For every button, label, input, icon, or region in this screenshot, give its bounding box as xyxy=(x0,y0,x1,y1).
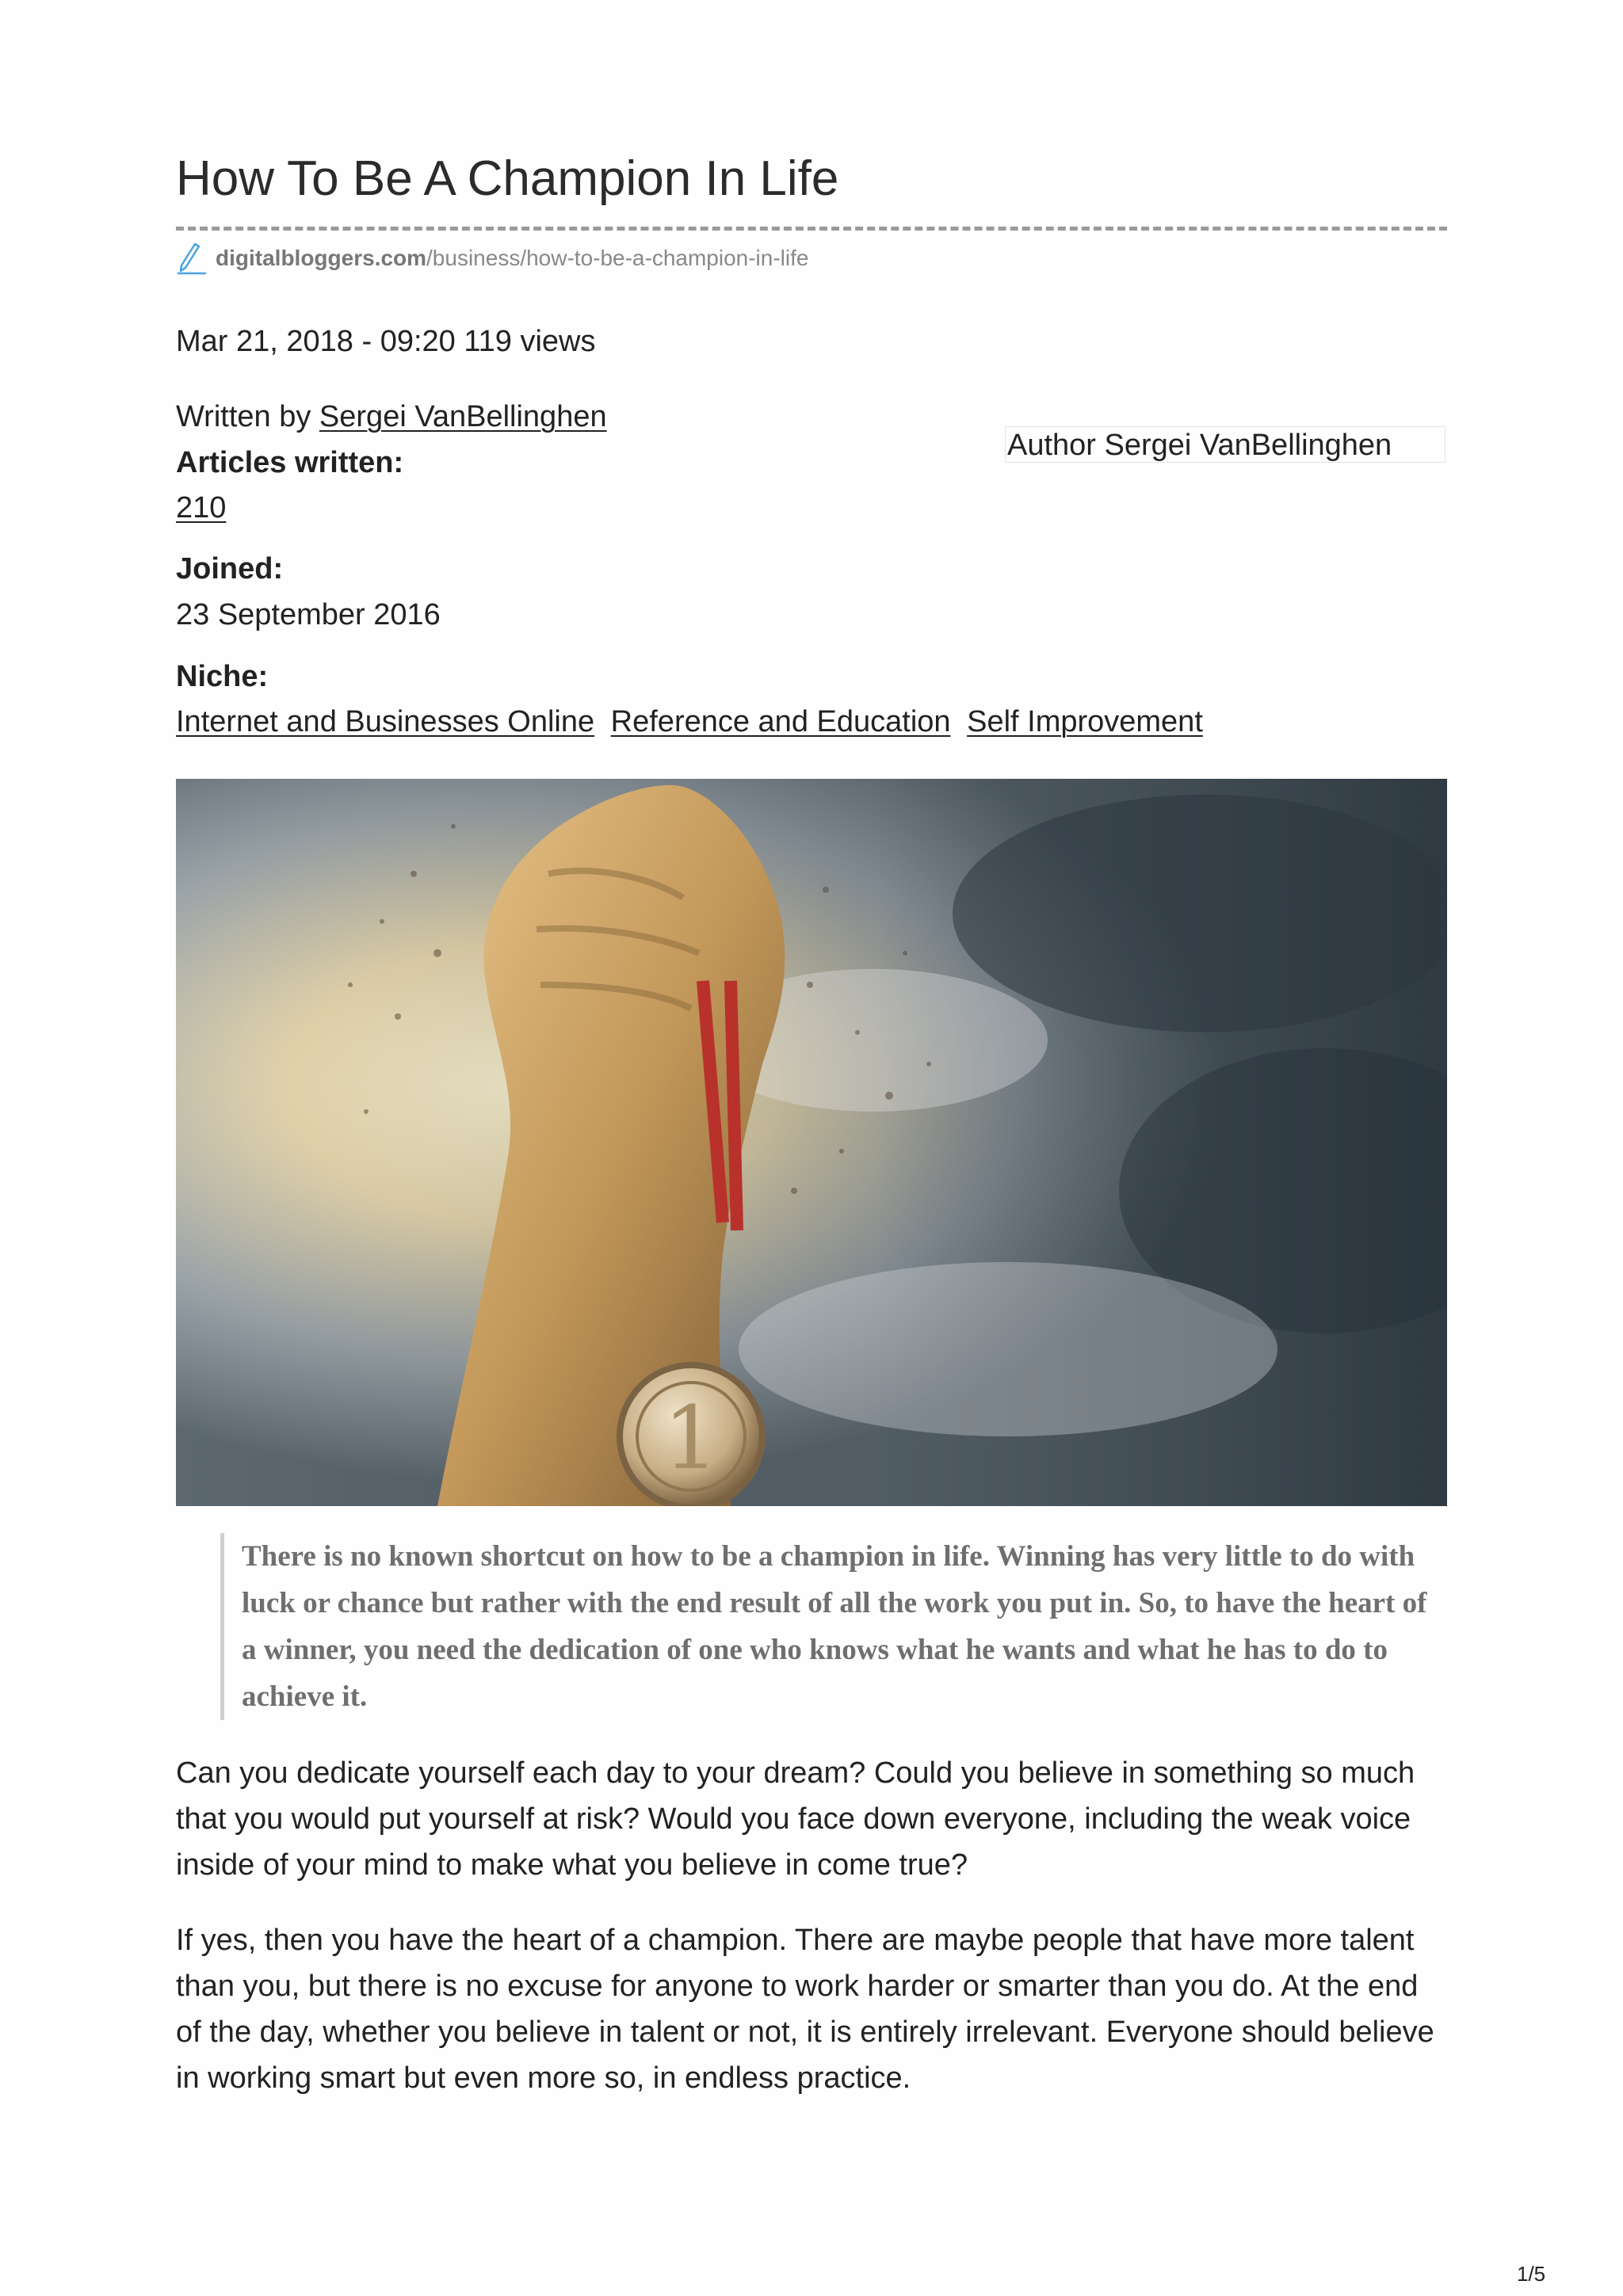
author-link[interactable]: Sergei VanBellinghen xyxy=(319,400,607,433)
source-path: /business/how-to-be-a-champion-in-life xyxy=(426,246,809,270)
source-domain: digitalbloggers.com xyxy=(216,246,427,270)
niche-link-reference[interactable]: Reference and Education xyxy=(610,705,951,738)
joined-date: 23 September 2016 xyxy=(176,598,441,631)
niche-links xyxy=(176,705,1211,739)
author-image-placeholder: Author Sergei VanBellinghen xyxy=(1005,426,1445,463)
title-divider xyxy=(176,227,1447,231)
hero-image xyxy=(176,779,1447,1506)
niche-link-self-improvement[interactable]: Self Improvement xyxy=(967,705,1203,738)
source-line xyxy=(176,242,808,275)
svg-text:1: 1 xyxy=(663,1387,719,1489)
intro-blockquote: There is no known shortcut on how to be a champion in life. Winning has very little to do with luck or chance but rather with the end result of all the work you put in. So, to have the heart of a winner, you need the dedication of one who knows what he wants and what he has to do to achieve it. xyxy=(220,1533,1447,1720)
written-by-label: Written by xyxy=(176,400,311,433)
joined-label: Joined: xyxy=(176,552,284,585)
page-title: How To Be A Champion In Life xyxy=(176,151,839,206)
post-meta: Mar 21, 2018 - 09:20 119 views xyxy=(176,325,596,358)
written-by xyxy=(176,400,607,434)
body-paragraph-1: Can you dedicate yourself each day to your dream? Could you believe in something so much that you would put yourself at risk? Would you face down everyone, including the weak voice inside of your mind to make what you believe in come true? xyxy=(176,1756,1415,1882)
page-number: 1/5 xyxy=(1517,2262,1546,2286)
pen-icon xyxy=(176,242,208,275)
articles-written-label: Articles written: xyxy=(176,446,404,479)
niche-label: Niche: xyxy=(176,660,269,693)
body-paragraph-2: If yes, then you have the heart of a champion. There are maybe people that have more talent than you, but there is no excuse for anyone to work harder or smarter than you do. At the end of the day, whether you believe in talent or not, it is entirely irrelevant. Everyone should believe in working smart but even more so, in endless practice. xyxy=(176,1924,1434,2095)
articles-count-link[interactable]: 210 xyxy=(176,491,227,524)
niche-link-internet[interactable]: Internet and Businesses Online xyxy=(176,705,595,738)
